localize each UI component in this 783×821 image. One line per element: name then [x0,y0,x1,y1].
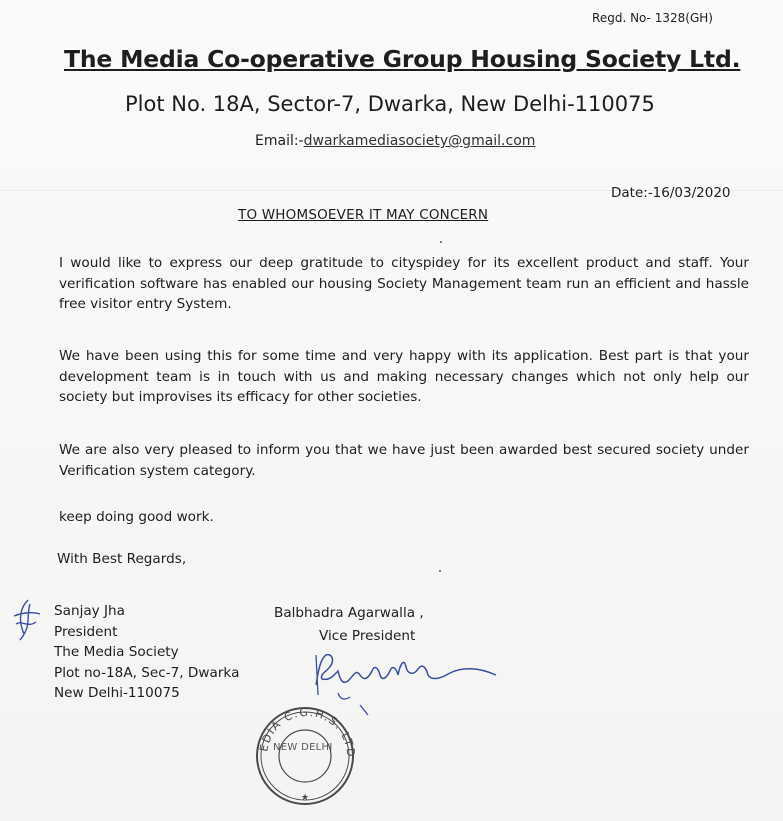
body-paragraph-3: We are also very pleased to inform you that we have just been awarded best secured society under Verification system category. [59,442,749,479]
body-paragraph-2: We have been using this for some time and very happy with its application. Best part is that your development team is in touch with us and making necessary changes which not only help our society but improvises its efficacy for other societies. [59,348,749,405]
organization-address: Plot No. 18A, Sector-7, Dwarka, New Delhi-110075 [125,92,655,116]
president-title: President [54,623,118,640]
president-signature-block [54,601,239,704]
email-line [255,133,535,149]
letter-date: Date:-16/03/2020 [611,185,731,201]
body-paragraph-1: I would like to express our deep gratitude to cityspidey for its excellent product and staff. Your verification software has enabled our housing Society Management team run an efficient and hassle free visitor entry System. [59,255,749,312]
registration-number: Regd. No- 1328(GH) [592,11,713,25]
letter-subject: TO WHOMSOEVER IT MAY CONCERN [238,207,489,223]
paper-speck [439,570,441,572]
vice-president-name: Balbhadra Agarwalla , [274,605,424,621]
president-name: Sanjay Jha [54,603,126,619]
society-stamp [247,702,363,806]
vice-president-title: Vice President [319,628,416,644]
president-address-2: New Delhi-110075 [54,685,180,701]
body-paragraph-4: keep doing good work. [59,509,214,525]
organization-name: The Media Co-operative Group Housing Society Ltd. [64,45,741,73]
paper-speck [440,241,442,243]
stamp-center-text: NEW DELHI [273,742,333,753]
initials-signature-icon [6,594,46,644]
email-link[interactable]: dwarkamediasociety@gmail.com [303,133,536,149]
stamp-star-icon: ★ [300,793,310,803]
stamp-seal-icon [247,702,363,806]
president-address-1: Plot no-18A, Sec-7, Dwarka [54,664,240,681]
closing-line: With Best Regards, [57,551,187,567]
stamp-ring-text: EDIA C.G.H.S. LTD [257,705,358,759]
president-org: The Media Society [54,644,179,660]
email-label: Email:- [255,133,304,149]
